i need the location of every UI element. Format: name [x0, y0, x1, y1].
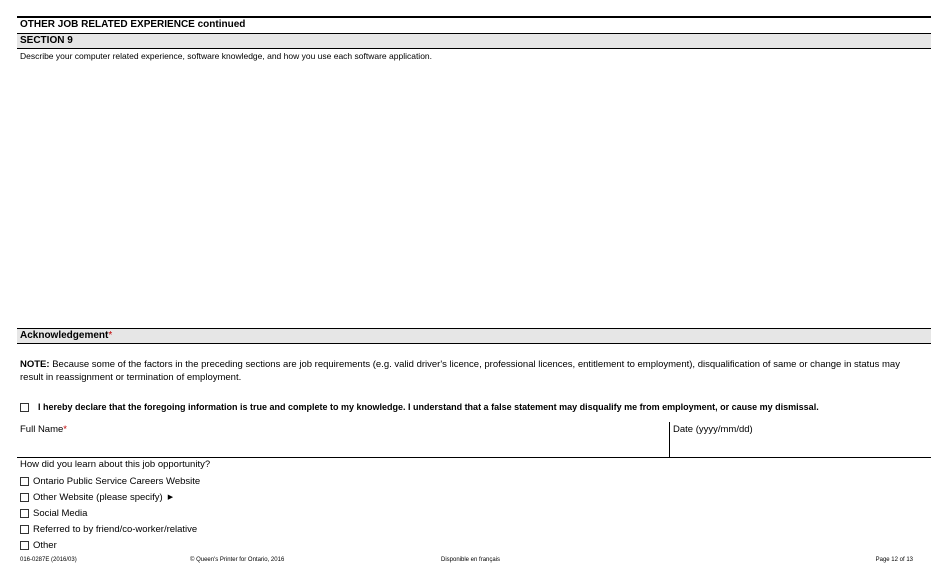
section-9-header: SECTION 9: [17, 34, 931, 48]
continued-title: OTHER JOB RELATED EXPERIENCE continued: [20, 19, 246, 30]
option-ops-careers[interactable]: [20, 475, 200, 487]
option-social-media[interactable]: [20, 507, 87, 519]
other-website-input[interactable]: [180, 489, 924, 505]
option-checkbox[interactable]: [20, 509, 29, 518]
note-label: NOTE:: [20, 359, 50, 370]
option-label: Referred to by friend/co-worker/relative: [33, 523, 198, 535]
footer-form-number: 016-0287E (2016/03): [20, 557, 77, 563]
option-label: Social Media: [33, 507, 88, 519]
option-label: Other Website (please specify): [33, 491, 163, 503]
date-label: Date (yyyy/mm/dd): [673, 424, 753, 435]
declaration-checkbox[interactable]: [20, 403, 29, 412]
section-instruction: Describe your computer related experience, software knowledge, and how you use each software application.: [20, 51, 433, 61]
option-other-website[interactable]: [20, 491, 173, 503]
full-name-label: Full Name*: [20, 424, 67, 435]
option-other[interactable]: [20, 539, 57, 551]
option-checkbox[interactable]: [20, 493, 29, 502]
footer-french: Disponible en français: [441, 557, 501, 563]
declaration-row: [20, 402, 819, 412]
name-row-bottom-rule: [17, 457, 931, 458]
acknowledgement-title: Acknowledgement: [20, 330, 109, 341]
full-name-input[interactable]: [20, 437, 664, 455]
note-paragraph: [20, 358, 925, 384]
acknowledgement-header: [17, 329, 931, 343]
note-text: Because some of the factors in the preceding sections are job requirements (e.g. valid driver's licence, professional licences, entitlement to employment), disqualification of same or change in status may result in reassignment or termination of employment.: [20, 359, 900, 383]
declaration-text: I hereby declare that the foregoing information is true and complete to my knowledge. I understand that a false statement may disqualify me from employment, or cause my dismissal.: [38, 402, 819, 412]
ack-rule-bottom: [17, 343, 931, 344]
option-label: Ontario Public Service Careers Website: [33, 475, 201, 487]
footer-page-number: Page 12 of 13: [875, 557, 913, 563]
opportunity-question: How did you learn about this job opportunity?: [20, 459, 211, 470]
name-date-divider: [669, 422, 670, 457]
top-rule: [17, 16, 931, 18]
option-referred[interactable]: [20, 523, 197, 535]
required-asterisk: *: [108, 330, 113, 341]
date-input[interactable]: [673, 437, 927, 455]
required-asterisk: *: [63, 424, 67, 435]
specify-arrow-icon: ▶: [167, 494, 174, 501]
option-checkbox[interactable]: [20, 541, 29, 550]
option-checkbox[interactable]: [20, 477, 29, 486]
section-rule-bottom: [17, 48, 931, 49]
option-checkbox[interactable]: [20, 525, 29, 534]
footer-copyright: © Queen's Printer for Ontario, 2016: [190, 557, 285, 563]
option-label: Other: [33, 539, 57, 551]
computer-experience-textarea[interactable]: [17, 63, 931, 327]
